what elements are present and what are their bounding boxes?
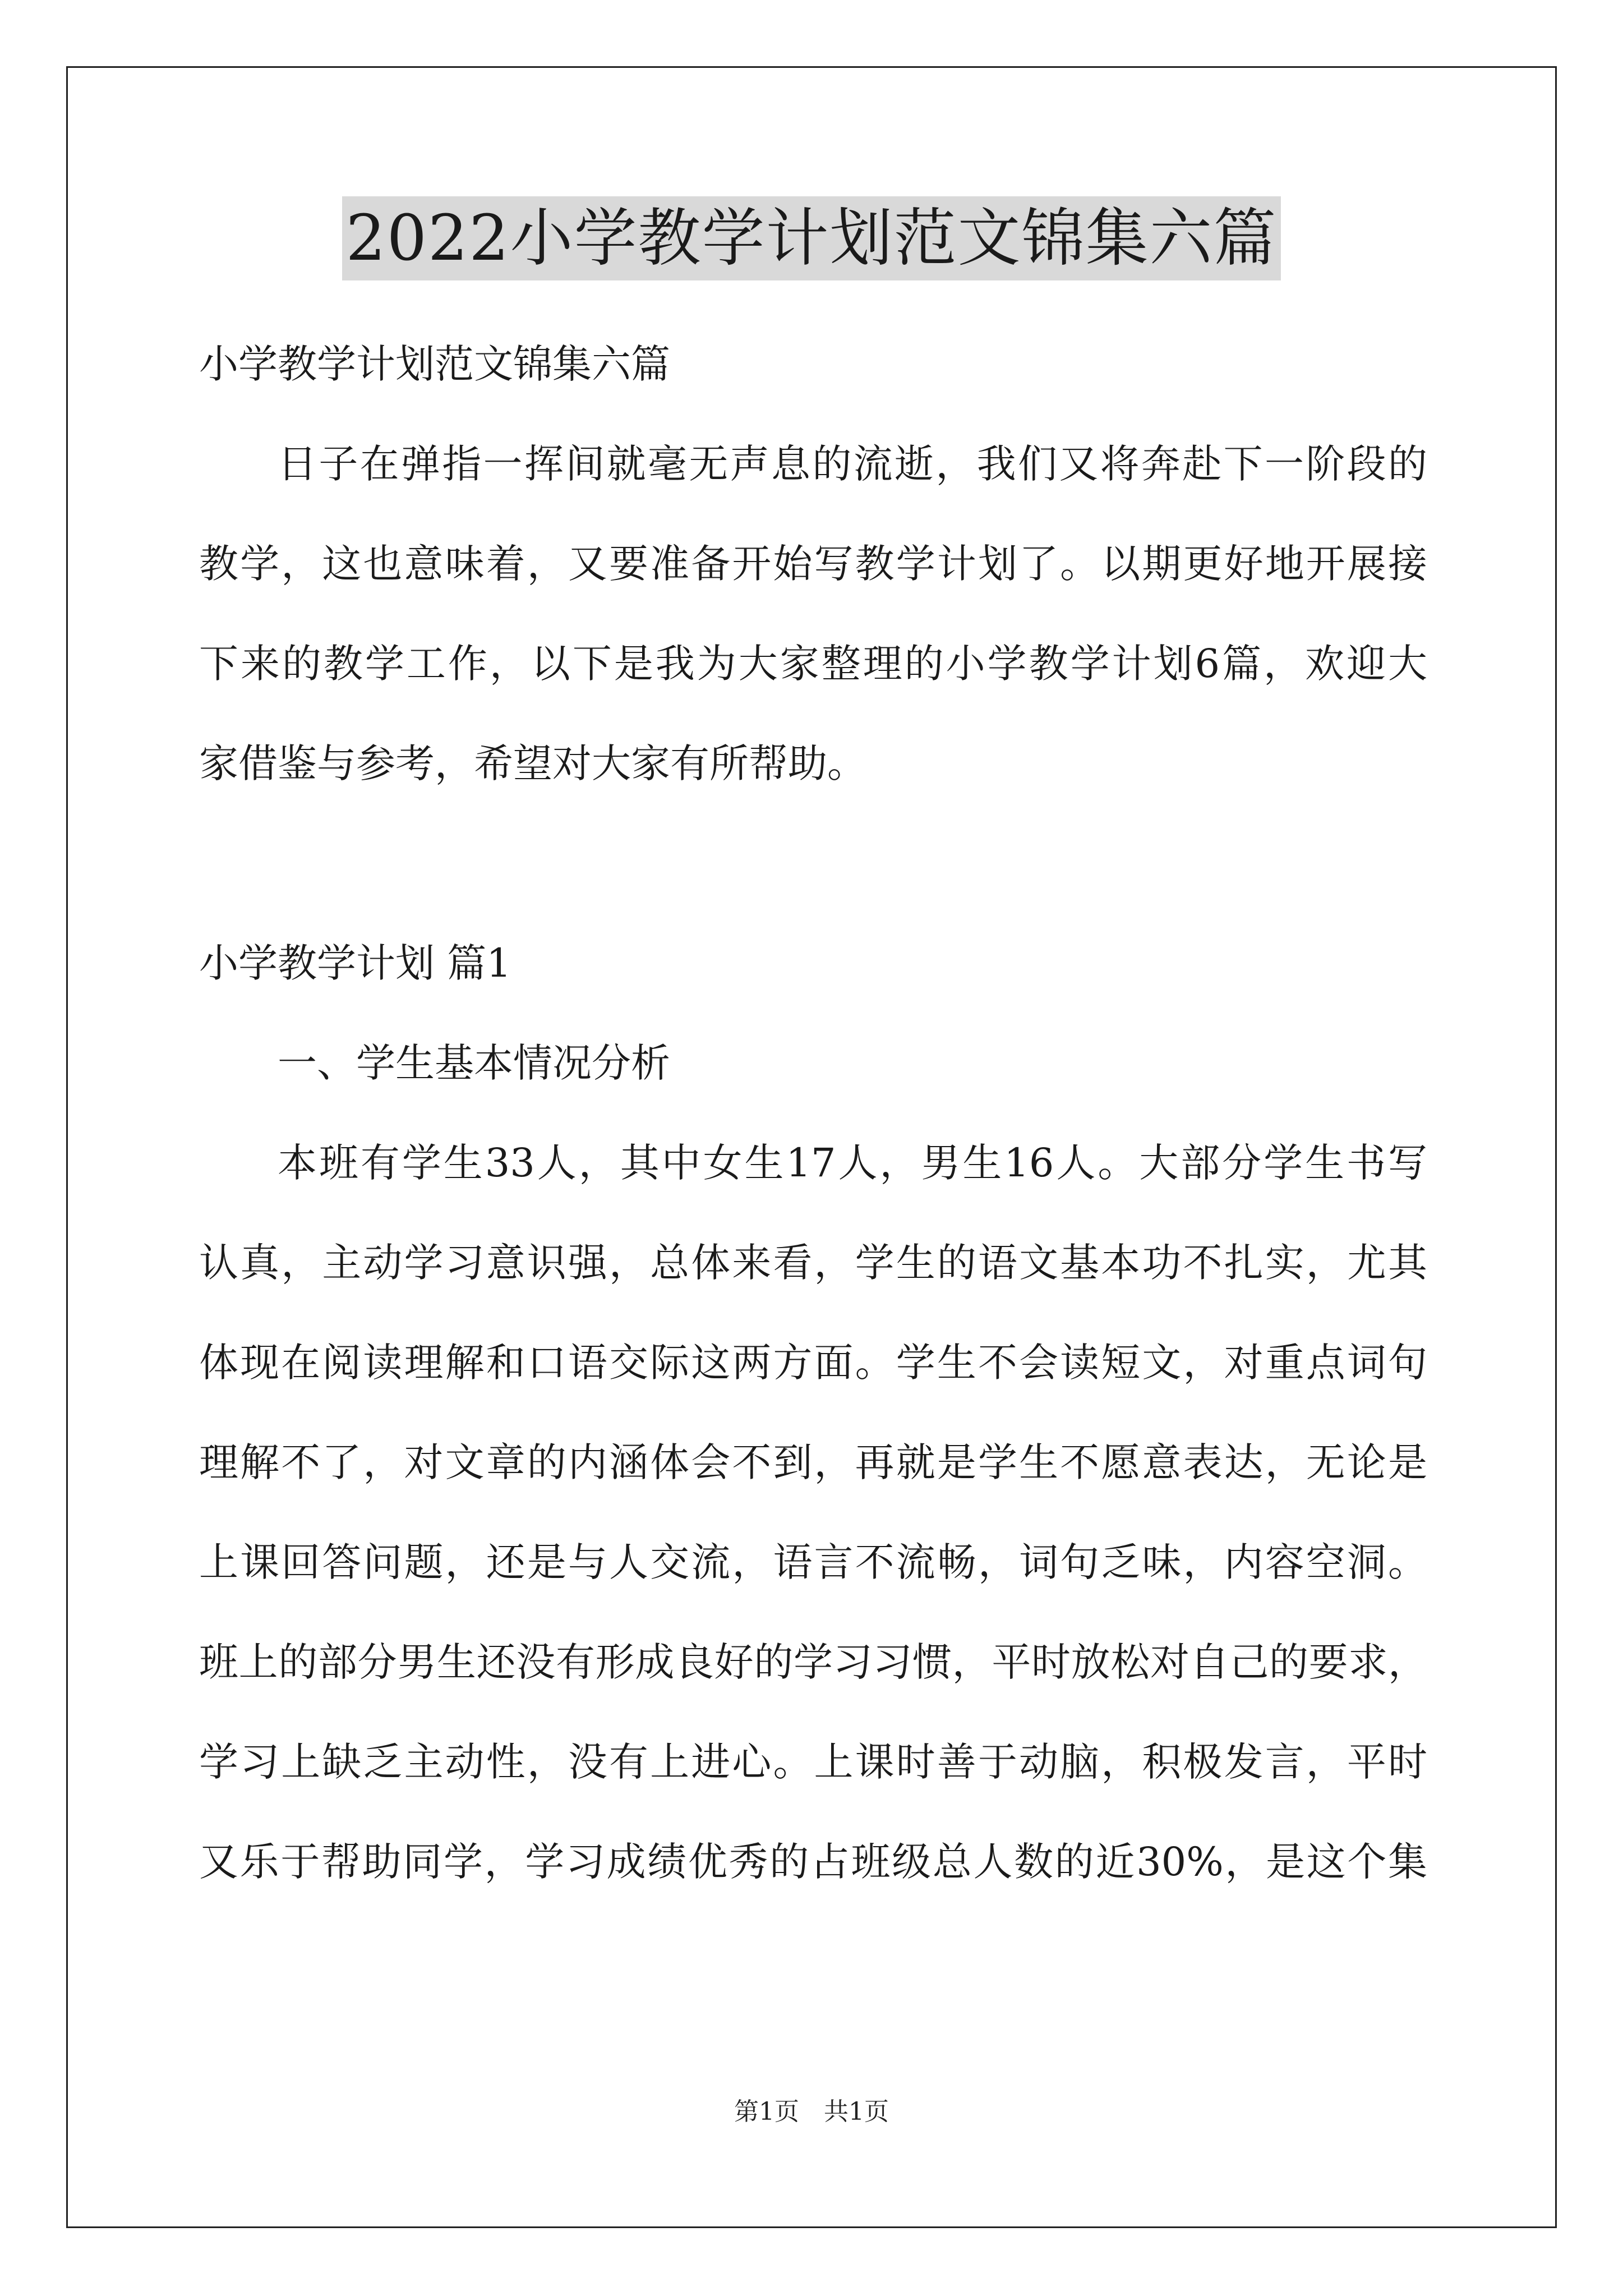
paragraph-gap: [199, 813, 1427, 913]
section-subheading: 一、学生基本情况分析: [278, 1040, 670, 1086]
body-line: 上课回答问题，还是与人交流，语言不流畅，词句乏味，内容空洞。: [199, 1539, 1427, 1585]
document-body: [199, 314, 1427, 1912]
section-heading: 小学教学计划 篇1: [199, 940, 511, 986]
body-line: 认真，主动学习意识强，总体来看，学生的语文基本功不扎实，尤其: [199, 1240, 1427, 1286]
document-subtitle: 小学教学计划范文锦集六篇: [199, 341, 670, 387]
intro-line: 家借鉴与参考，希望对大家有所帮助。: [199, 740, 866, 786]
page-footer: 第1页 共1页: [734, 2097, 889, 2126]
intro-line: 下来的教学工作，以下是我为大家整理的小学教学计划6篇，欢迎大: [199, 641, 1427, 687]
body-line: 又乐于帮助同学，学习成绩优秀的占班级总人数的近30%，是这个集: [199, 1839, 1427, 1885]
body-line: 理解不了，对文章的内涵体会不到，再就是学生不愿意表达，无论是: [199, 1439, 1427, 1485]
intro-line: 日子在弹指一挥间就毫无声息的流逝，我们又将奔赴下一阶段的: [278, 441, 1427, 487]
title-container: [0, 196, 1623, 280]
body-line: 学习上缺乏主动性，没有上进心。上课时善于动脑，积极发言，平时: [199, 1739, 1427, 1785]
body-line: 本班有学生33人，其中女生17人，男生16人。大部分学生书写: [278, 1140, 1427, 1186]
intro-line: 教学，这也意味着，又要准备开始写教学计划了。以期更好地开展接: [199, 541, 1427, 587]
body-line: 体现在阅读理解和口语交际这两方面。学生不会读短文，对重点词句: [199, 1340, 1427, 1386]
document-title: 2022小学教学计划范文锦集六篇: [342, 196, 1280, 280]
body-line: 班上的部分男生还没有形成良好的学习习惯，平时放松对自己的要求，: [199, 1639, 1427, 1685]
